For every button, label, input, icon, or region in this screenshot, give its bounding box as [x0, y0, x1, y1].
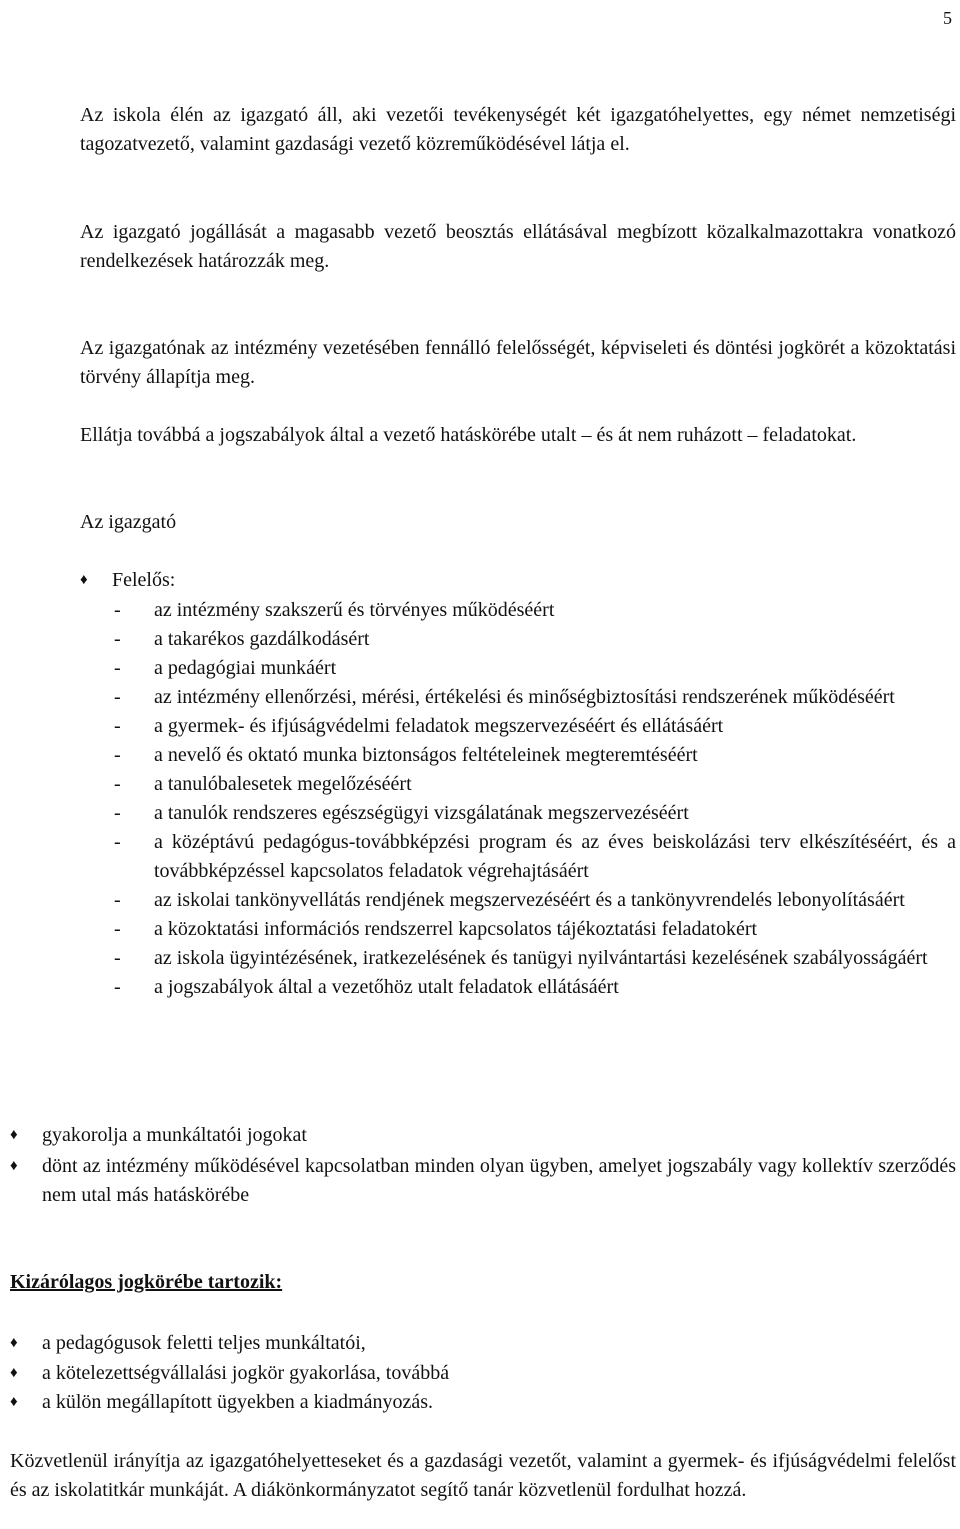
responsible-bullet: [80, 566, 956, 595]
responsibility-paragraph: Az igazgatónak az intézmény vezetésében fennálló felelősségét, képviseleti és döntési jogkörét a közoktatási törvény állapítja meg.: [80, 337, 956, 388]
list-item: - az iskolai tankönyvellátás rendjének megszervezéséért és a tankönyvrendelés lebonyolításáért: [114, 889, 905, 911]
legal-status-paragraph: Az igazgató jogállását a magasabb vezető beosztás ellátásával megbízott közalkalmazottakra vonatkozó rendelkezések határozzák meg.: [80, 221, 956, 272]
exclusive-heading: Kizárólagos jogkörébe tartozik:: [10, 1271, 283, 1293]
intro-paragraph: Az iskola élén az igazgató áll, aki vezetői tevékenységét két igazgatóhelyettes, egy német nemzetiségi tagozatvezető, valamint gazdasági vezető közreműködésével látja el.: [80, 104, 956, 155]
duty-text: gyakorolja a munkáltatói jogokat: [42, 1124, 307, 1146]
list-item: - az intézmény szakszerű és törvényes működéséért: [114, 599, 555, 621]
list-item: - a középtávú pedagógus-továbbképzési program és az éves beiskolázási terv elkészítéséért, és a továbbképzéssel kapcsolatos feladatok végrehajtásáért: [114, 831, 956, 882]
diamond-bullet-icon: ♦: [10, 1158, 18, 1174]
list-item: - az intézmény ellenőrzési, mérési, értékelési és minőségbiztosítási rendszerének működéséért: [114, 686, 895, 708]
list-item: - a tanulók rendszeres egészségügyi vizsgálatának megszervezéséért: [114, 802, 689, 824]
exclusive-bullet-2: [10, 1359, 956, 1388]
page-number: 5: [943, 8, 952, 28]
list-item: - a pedagógiai munkáért: [114, 657, 337, 679]
list-item: - a közoktatási információs rendszerrel kapcsolatos tájékoztatási feladatokért: [114, 918, 758, 940]
responsible-list: [114, 596, 956, 1002]
director-label: Az igazgató: [80, 511, 177, 533]
diamond-bullet-icon: ♦: [10, 1394, 18, 1410]
diamond-bullet-icon: ♦: [10, 1127, 18, 1143]
duty-bullet-1: [10, 1121, 956, 1150]
exclusive-item: a külön megállapított ügyekben a kiadmányozás.: [42, 1391, 433, 1413]
diamond-bullet-icon: ♦: [10, 1365, 18, 1381]
diamond-bullet-icon: ♦: [80, 572, 88, 588]
responsible-label: Felelős:: [112, 569, 176, 591]
list-item: - a gyermek- és ifjúságvédelmi feladatok megszervezéséért és ellátásáért: [114, 715, 724, 737]
tasks-paragraph: Ellátja továbbá a jogszabályok által a vezető hatáskörébe utalt – és át nem ruházott – feladatokat.: [80, 424, 857, 446]
list-item: - a nevelő és oktató munka biztonságos feltételeinek megteremtéséért: [114, 744, 698, 766]
diamond-bullet-icon: ♦: [10, 1335, 18, 1351]
list-item: - a tanulóbalesetek megelőzéséért: [114, 773, 412, 795]
list-item: - az iskola ügyintézésének, iratkezelésének és tanügyi nyilvántartási kezelésének szabályosságáért: [114, 947, 928, 969]
duty-bullet-2: [10, 1152, 956, 1210]
exclusive-bullet-3: [10, 1388, 956, 1417]
exclusive-item: a pedagógusok feletti teljes munkáltatói,: [42, 1332, 366, 1354]
exclusive-bullet-1: [10, 1329, 956, 1358]
final-paragraph: Közvetlenül irányítja az igazgatóhelyetteseket és a gazdasági vezetőt, valamint a gyermek- és ifjúságvédelmi felelőst és az iskolatitkár munkáját. A diákönkormányzatot segítő tanár közvetlenül fordulhat hozzá.: [10, 1450, 956, 1501]
list-item: - a takarékos gazdálkodásért: [114, 628, 370, 650]
list-item: - a jogszabályok által a vezetőhöz utalt feladatok ellátásáért: [114, 976, 619, 998]
duty-text: dönt az intézmény működésével kapcsolatban minden olyan ügyben, amelyet jogszabály vagy kollektív szerződés nem utal más hatáskörébe: [42, 1155, 956, 1206]
exclusive-item: a kötelezettségvállalási jogkör gyakorlása, továbbá: [42, 1362, 450, 1384]
